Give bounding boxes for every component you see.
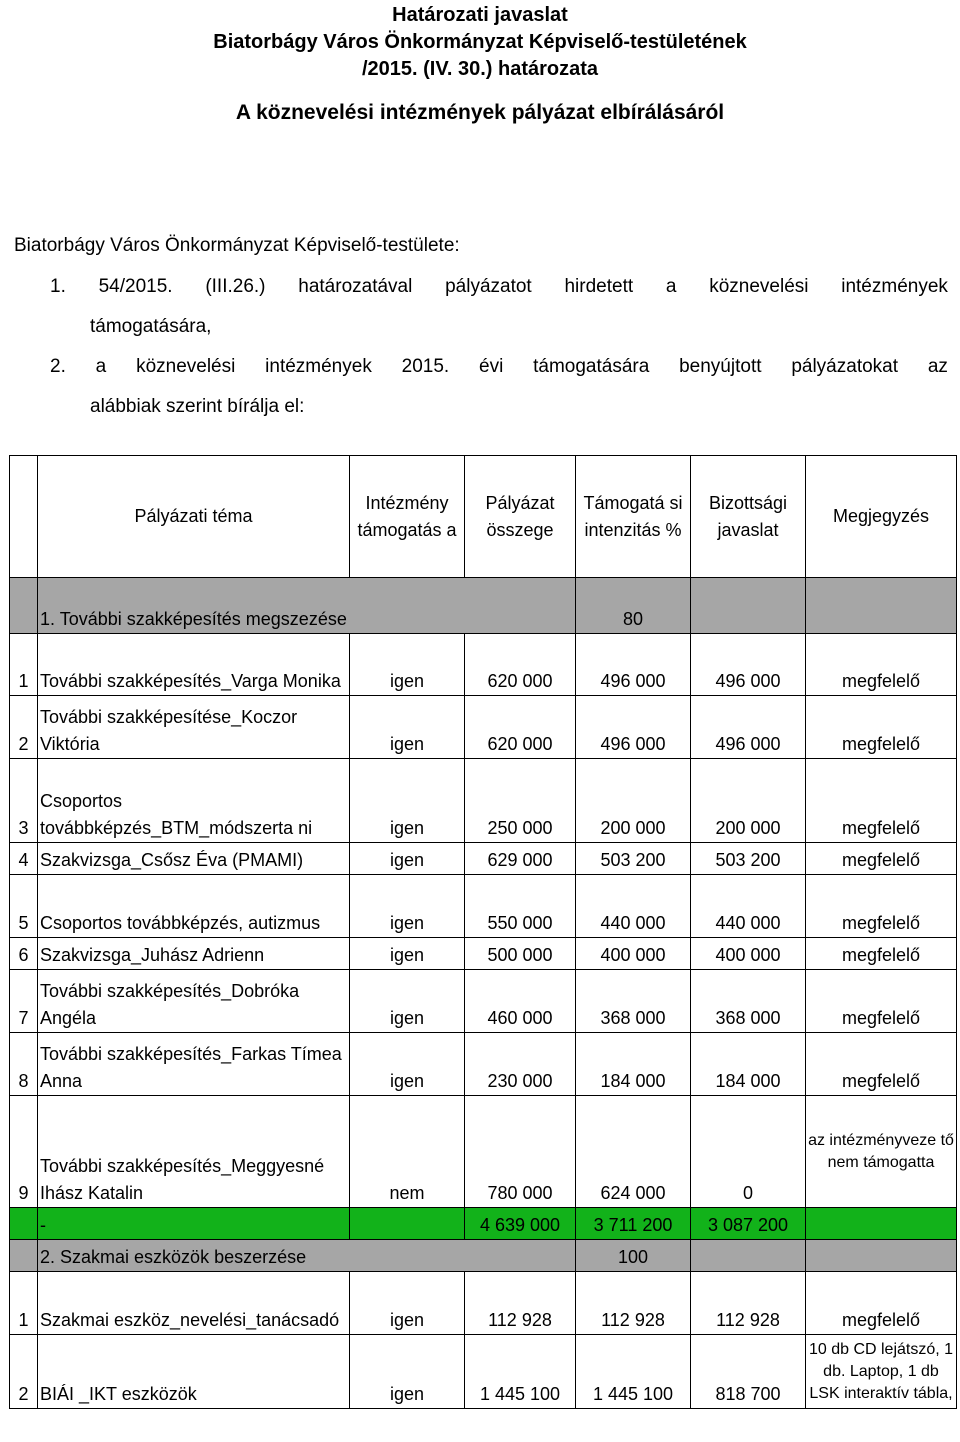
table-row [10,634,957,696]
point-word: a [665,276,677,297]
point-2 [50,356,948,378]
row-proposal: 400 000 [691,938,806,970]
row-amount: 629 000 [465,843,576,875]
table-row [10,843,957,875]
row-theme: További szakképesítése_Koczor Viktória [38,696,350,759]
point-1 [50,276,948,298]
row-support: igen [350,875,465,938]
row-theme: Szakvizsga_Juhász Adrienn [38,938,350,970]
row-amount: 550 000 [465,875,576,938]
section-1-title: 1. További szakképesítés megszezése [38,578,576,634]
table-row [10,1033,957,1096]
row-number: 6 [10,938,38,970]
point-word: hirdetett [564,276,634,297]
row-amount: 1 445 100 [465,1335,576,1409]
header-line-1: Határozati javaslat [392,4,568,26]
row-note: megfelelő [806,875,957,938]
row-note: megfelelő [806,1033,957,1096]
row-support: igen [350,1272,465,1335]
header-intensity: Támogatá si intenzitás % [576,456,691,578]
applications-table [9,455,957,1409]
row-support: igen [350,634,465,696]
row-theme: Csoportos továbbképzés, autizmus [38,875,350,938]
point-word: köznevelési [136,356,236,377]
total-label: - [38,1208,350,1240]
table-row [10,875,957,938]
point-word: (III.26.) [205,276,266,297]
row-support: igen [350,938,465,970]
point-word: határozatával [298,276,413,297]
row-amount: 460 000 [465,970,576,1033]
point-word: intézmények [841,276,948,297]
row-theme: Szakmai eszköz_nevelési_tanácsadó [38,1272,350,1335]
row-number: 2 [10,696,38,759]
row-theme: Szakvizsga_Csősz Éva (PMAMI) [38,843,350,875]
row-proposal: 440 000 [691,875,806,938]
point-word: támogatására [533,356,650,377]
table-row [10,938,957,970]
row-proposal: 818 700 [691,1335,806,1409]
header-amount: Pályázat összege [465,456,576,578]
row-theme: További szakképesítés_Meggyesné Ihász Katalin [38,1096,350,1208]
table-row [10,1272,957,1335]
row-number: 9 [10,1096,38,1208]
row-intensity: 112 928 [576,1272,691,1335]
total-proposal: 3 087 200 [691,1208,806,1240]
row-support: igen [350,1335,465,1409]
row-amount: 780 000 [465,1096,576,1208]
total-cell-blank [10,1208,38,1240]
row-number: 8 [10,1033,38,1096]
table-row [10,759,957,843]
table-header-row [10,456,957,578]
row-intensity: 496 000 [576,634,691,696]
row-proposal: 368 000 [691,970,806,1033]
section-2-title: 2. Szakmai eszközök beszerzése [38,1240,576,1272]
point-word: 54/2015. [98,276,173,297]
row-support: igen [350,970,465,1033]
section-1-row [10,578,957,634]
row-theme: További szakképesítés_Dobróka Angéla [38,970,350,1033]
table-row [10,1096,957,1208]
row-note: megfelelő [806,938,957,970]
row-number: 4 [10,843,38,875]
point-word: pályázatokat [791,356,899,377]
row-amount: 250 000 [465,759,576,843]
row-note: megfelelő [806,759,957,843]
row-proposal: 184 000 [691,1033,806,1096]
total-intensity: 3 711 200 [576,1208,691,1240]
header-note: Megjegyzés [806,456,957,578]
row-amount: 112 928 [465,1272,576,1335]
row-proposal: 503 200 [691,843,806,875]
row-intensity: 1 445 100 [576,1335,691,1409]
total-cell-blank [806,1208,957,1240]
row-support: igen [350,1033,465,1096]
row-number: 2 [10,1335,38,1409]
intro-text: Biatorbágy Város Önkormányzat Képviselő-testülete: [14,235,460,256]
row-intensity: 440 000 [576,875,691,938]
point-word: 2015. [401,356,450,377]
row-amount: 500 000 [465,938,576,970]
row-note: megfelelő [806,843,957,875]
row-support: igen [350,759,465,843]
row-support: igen [350,696,465,759]
row-note: 10 db CD lejátszó, 1 db. Laptop, 1 db LSK interaktív tábla, [806,1335,957,1409]
row-proposal: 0 [691,1096,806,1208]
row-theme: További szakképesítés_Varga Monika [38,634,350,696]
total-cell-blank [350,1208,465,1240]
table-row [10,970,957,1033]
header-support: Intézmény támogatás a [350,456,465,578]
row-amount: 620 000 [465,696,576,759]
section-2-intensity: 100 [576,1240,691,1272]
row-intensity: 368 000 [576,970,691,1033]
point-word: 1. [50,276,66,297]
point-word: pályázatot [445,276,532,297]
row-theme: Csoportos továbbképzés_BTM_módszerta ni [38,759,350,843]
row-number: 7 [10,970,38,1033]
row-support: nem [350,1096,465,1208]
point-word: évi [479,356,504,377]
section-1-intensity: 80 [576,578,691,634]
row-proposal: 496 000 [691,634,806,696]
row-proposal: 112 928 [691,1272,806,1335]
row-intensity: 624 000 [576,1096,691,1208]
row-number: 1 [10,634,38,696]
row-note: megfelelő [806,1272,957,1335]
row-number: 1 [10,1272,38,1335]
row-intensity: 400 000 [576,938,691,970]
total-amount: 4 639 000 [465,1208,576,1240]
row-theme: További szakképesítés_Farkas Tímea Anna [38,1033,350,1096]
row-proposal: 200 000 [691,759,806,843]
header-cell-number [10,456,38,578]
table-row [10,1335,957,1409]
row-intensity: 184 000 [576,1033,691,1096]
point-word: benyújtott [679,356,762,377]
row-note: megfelelő [806,970,957,1033]
row-support: igen [350,843,465,875]
table-row [10,696,957,759]
header-line-2: Biatorbágy Város Önkormányzat Képviselő-testületének [213,31,747,53]
row-note: megfelelő [806,696,957,759]
header-theme: Pályázati téma [38,456,350,578]
row-note: az intézményveze tő nem támogatta [806,1096,957,1208]
row-intensity: 200 000 [576,759,691,843]
point-word: az [927,356,948,377]
row-intensity: 496 000 [576,696,691,759]
row-intensity: 503 200 [576,843,691,875]
point-word: a [95,356,107,377]
header-line-3: /2015. (IV. 30.) határozata [361,58,599,80]
row-amount: 620 000 [465,634,576,696]
total-row [10,1208,957,1240]
point-1-continuation: támogatására, [90,316,212,337]
point-2-continuation: alábbiak szerint bírálja el: [90,396,305,417]
row-theme: BIÁI _IKT eszközök [38,1335,350,1409]
row-proposal: 496 000 [691,696,806,759]
row-number: 3 [10,759,38,843]
point-word: köznevelési [709,276,809,297]
header-proposal: Bizottsági javaslat [691,456,806,578]
row-note: megfelelő [806,634,957,696]
section-2-row [10,1240,957,1272]
row-amount: 230 000 [465,1033,576,1096]
document-header [0,2,960,83]
point-word: 2. [50,356,66,377]
document-subject: A köznevelési intézmények pályázat elbírálásáról [235,101,725,124]
row-number: 5 [10,875,38,938]
point-word: intézmények [265,356,372,377]
